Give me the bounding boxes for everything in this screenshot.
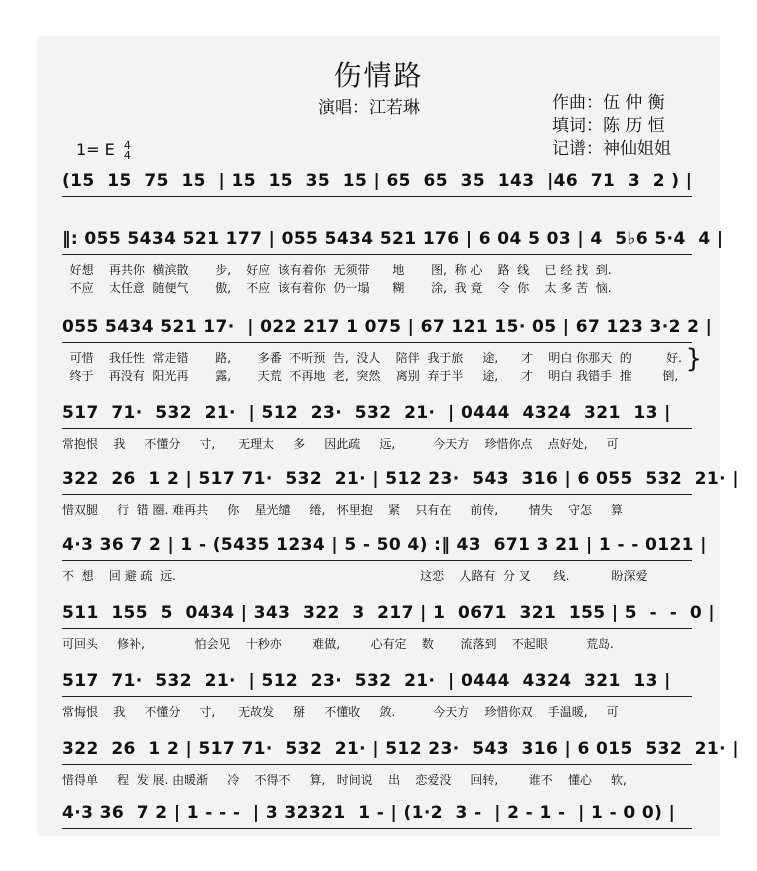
lyric-verse-2: 终于 再没有 阳光再 露, 天荒 不再地 老, 突然 离别 弃于半 途, 才 明白 我错手 推 倒, — [62, 369, 679, 383]
score-row-10 — [62, 800, 692, 829]
key-label: 1= E — [76, 140, 115, 159]
transcriber-credit: 记谱：神仙姐姐 — [552, 139, 671, 159]
key-signature — [76, 140, 131, 161]
score-row-2 — [62, 226, 724, 297]
lyric-verse-1: 可回头 修补, 怕会见 十秒亦 难做, 心有定 数 流落到 不起眼 荒岛. — [62, 637, 614, 651]
score-row-6 — [62, 532, 707, 585]
repeat-brace-icon: } — [685, 344, 702, 374]
notation-line: 055 5434 521 17· | 022 217 1 075 | 67 121 15· 05 | 67 123 3·2 2 | — [62, 314, 692, 343]
notation-line: 517 71· 532 21· | 512 23· 532 21· | 0444 4324 321 13 | — [62, 400, 692, 429]
lyric-verse-1: 惜得单 程 发 展. 由暖渐 冷 不得不 算, 时间说 出 恋爱没 回转, 谁不 懂心 软, — [62, 773, 627, 787]
score-row-3 — [62, 314, 713, 385]
lyricist-credit: 填词：陈 历 恒 — [552, 116, 665, 136]
lyric-verse-1: 惜双腿 行 错 圈. 难再共 你 星光缱 绻, 怀里抱 紧 只有在 前传, 情失 守怎 算 — [62, 503, 624, 517]
lyric-verse-1: 不 想 回 避 疏 远. 这恋 人路有 分 叉 线. 盼深爱 — [62, 569, 648, 583]
score-row-5 — [62, 466, 739, 519]
notation-line: 517 71· 532 21· | 512 23· 532 21· | 0444 4324 321 13 | — [62, 668, 692, 697]
lyric-verse-1: 好想 再共你 横滨散 步, 好应 该有着你 无须带 地 图, 称 心 路 线 已 经 找 到. — [62, 263, 612, 277]
notation-line: 322 26 1 2 | 517 71· 532 21· | 512 23· 543 316 | 6 055 532 21· | — [62, 466, 692, 495]
composer-credit: 作曲：伍 仲 衡 — [552, 93, 665, 113]
score-row-8 — [62, 668, 692, 721]
lyric-verse-2: 不应 太任意 随便气 傲, 不应 该有着你 仍一塌 糊 涂, 我 竟 令 你 太 多 苦 恼. — [62, 281, 612, 295]
lyric-verse-1: 常抱恨 我 不懂分 寸, 无理太 多 因此疏 远, 今天方 珍惜你点 点好处, 可 — [62, 437, 619, 451]
notation-line: 322 26 1 2 | 517 71· 532 21· | 512 23· 543 316 | 6 015 532 21· | — [62, 736, 692, 765]
score-row-1 — [62, 168, 692, 197]
lyric-verse-1: 可惜 我任性 常走错 路, 多番 不听预 告, 没人 陪伴 我于旅 途, 才 明白 你那天 的 好. — [62, 351, 682, 365]
notation-line: 4·3 36 7 2 | 1 - (5435 1234 | 5 - 50 4) :‖ 43 671 3 21 | 1 - - 0121 | — [62, 532, 692, 561]
lyric-verse-1: 常悔恨 我 不懂分 寸, 无故发 掰 不懂收 敛. 今天方 珍惜你双 手温暖, 可 — [62, 705, 619, 719]
time-bottom: 4 — [123, 148, 131, 162]
notation-line: (15 15 75 15 | 15 15 35 15 | 65 65 35 143 |46 71 3 2 ) | — [62, 168, 692, 197]
score-row-7 — [62, 600, 715, 653]
credits-block — [552, 92, 671, 161]
notation-line: ‖: 055 5434 521 177 | 055 5434 521 176 | 6 04 5 03 | 4 5♭6 5·4 4 | — [62, 226, 692, 255]
notation-line: 4·3 36 7 2 | 1 - - - | 3 32321 1 - | (1·2 3 - | 2 - 1 - | 1 - 0 0) | — [62, 800, 692, 829]
time-top: 4 — [123, 138, 131, 152]
notation-line: 511 155 5 0434 | 343 322 3 217 | 1 0671 321 155 | 5 - - 0 | — [62, 600, 692, 629]
score-row-9 — [62, 736, 739, 789]
singer-credit: 演唱：江若琳 — [318, 98, 420, 118]
time-signature — [123, 138, 131, 162]
score-row-4 — [62, 400, 692, 453]
song-title: 伤情路 — [333, 59, 424, 92]
